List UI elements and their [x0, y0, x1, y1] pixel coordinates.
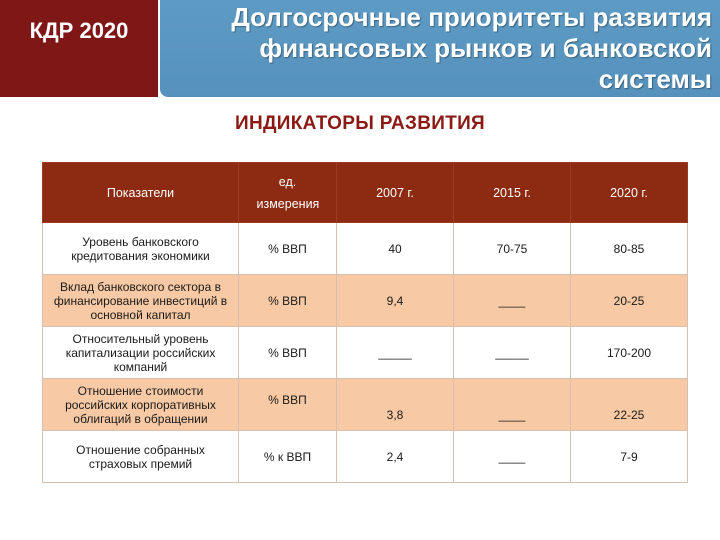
slide-title-line-1: Долгосрочные приоритеты развития [231, 2, 712, 32]
slide-title [172, 2, 712, 95]
header-indicator: Показатели [43, 163, 239, 223]
row-unit: % ВВП [239, 327, 337, 379]
row-value-2015: _____ [454, 327, 571, 379]
row-value-2007: 40 [337, 223, 454, 275]
row-indicator-name: Вклад банковского сектора в финансирование инвестиций в основной капитал [43, 275, 239, 327]
table-row [43, 379, 688, 431]
row-value-2015: ____ [454, 275, 571, 327]
row-value-2015: 70-75 [454, 223, 571, 275]
report-tag-label: КДР 2020 [29, 18, 129, 43]
row-value-2007: _____ [337, 327, 454, 379]
table-row [43, 431, 688, 483]
row-unit: % к ВВП [239, 431, 337, 483]
row-value-2020: 7-9 [571, 431, 688, 483]
row-indicator-name: Отношение стоимости российских корпоративных облигаций в обращении [43, 379, 239, 431]
row-unit: % ВВП [239, 223, 337, 275]
row-value-2015: ____ [454, 379, 571, 431]
row-value-2007: 9,4 [337, 275, 454, 327]
table-row [43, 327, 688, 379]
header-unit: ед. измерения [239, 163, 337, 223]
row-value-2007: 3,8 [337, 379, 454, 431]
row-value-2020: 170-200 [571, 327, 688, 379]
table-row [43, 223, 688, 275]
header-2015: 2015 г. [454, 163, 571, 223]
row-value-2015: ____ [454, 431, 571, 483]
row-unit: % ВВП [239, 379, 337, 431]
section-subtitle: ИНДИКАТОРЫ РАЗВИТИЯ [234, 113, 486, 134]
row-indicator-name: Относительный уровень капитализации российских компаний [43, 327, 239, 379]
row-value-2020: 20-25 [571, 275, 688, 327]
report-tag [0, 0, 158, 97]
row-value-2020: 22-25 [571, 379, 688, 431]
row-indicator-name: Уровень банковского кредитования экономики [43, 223, 239, 275]
slide-title-line-3: системы [598, 64, 712, 94]
row-value-2007: 2,4 [337, 431, 454, 483]
title-banner [160, 0, 720, 97]
header-2007: 2007 г. [337, 163, 454, 223]
table-header-row [43, 163, 688, 223]
slide-title-line-2: финансовых рынков и банковской [259, 33, 712, 63]
header-2020: 2020 г. [571, 163, 688, 223]
row-unit: % ВВП [239, 275, 337, 327]
table-row [43, 275, 688, 327]
row-indicator-name: Отношение собранных страховых премий [43, 431, 239, 483]
row-value-2020: 80-85 [571, 223, 688, 275]
indicators-table [42, 162, 688, 483]
